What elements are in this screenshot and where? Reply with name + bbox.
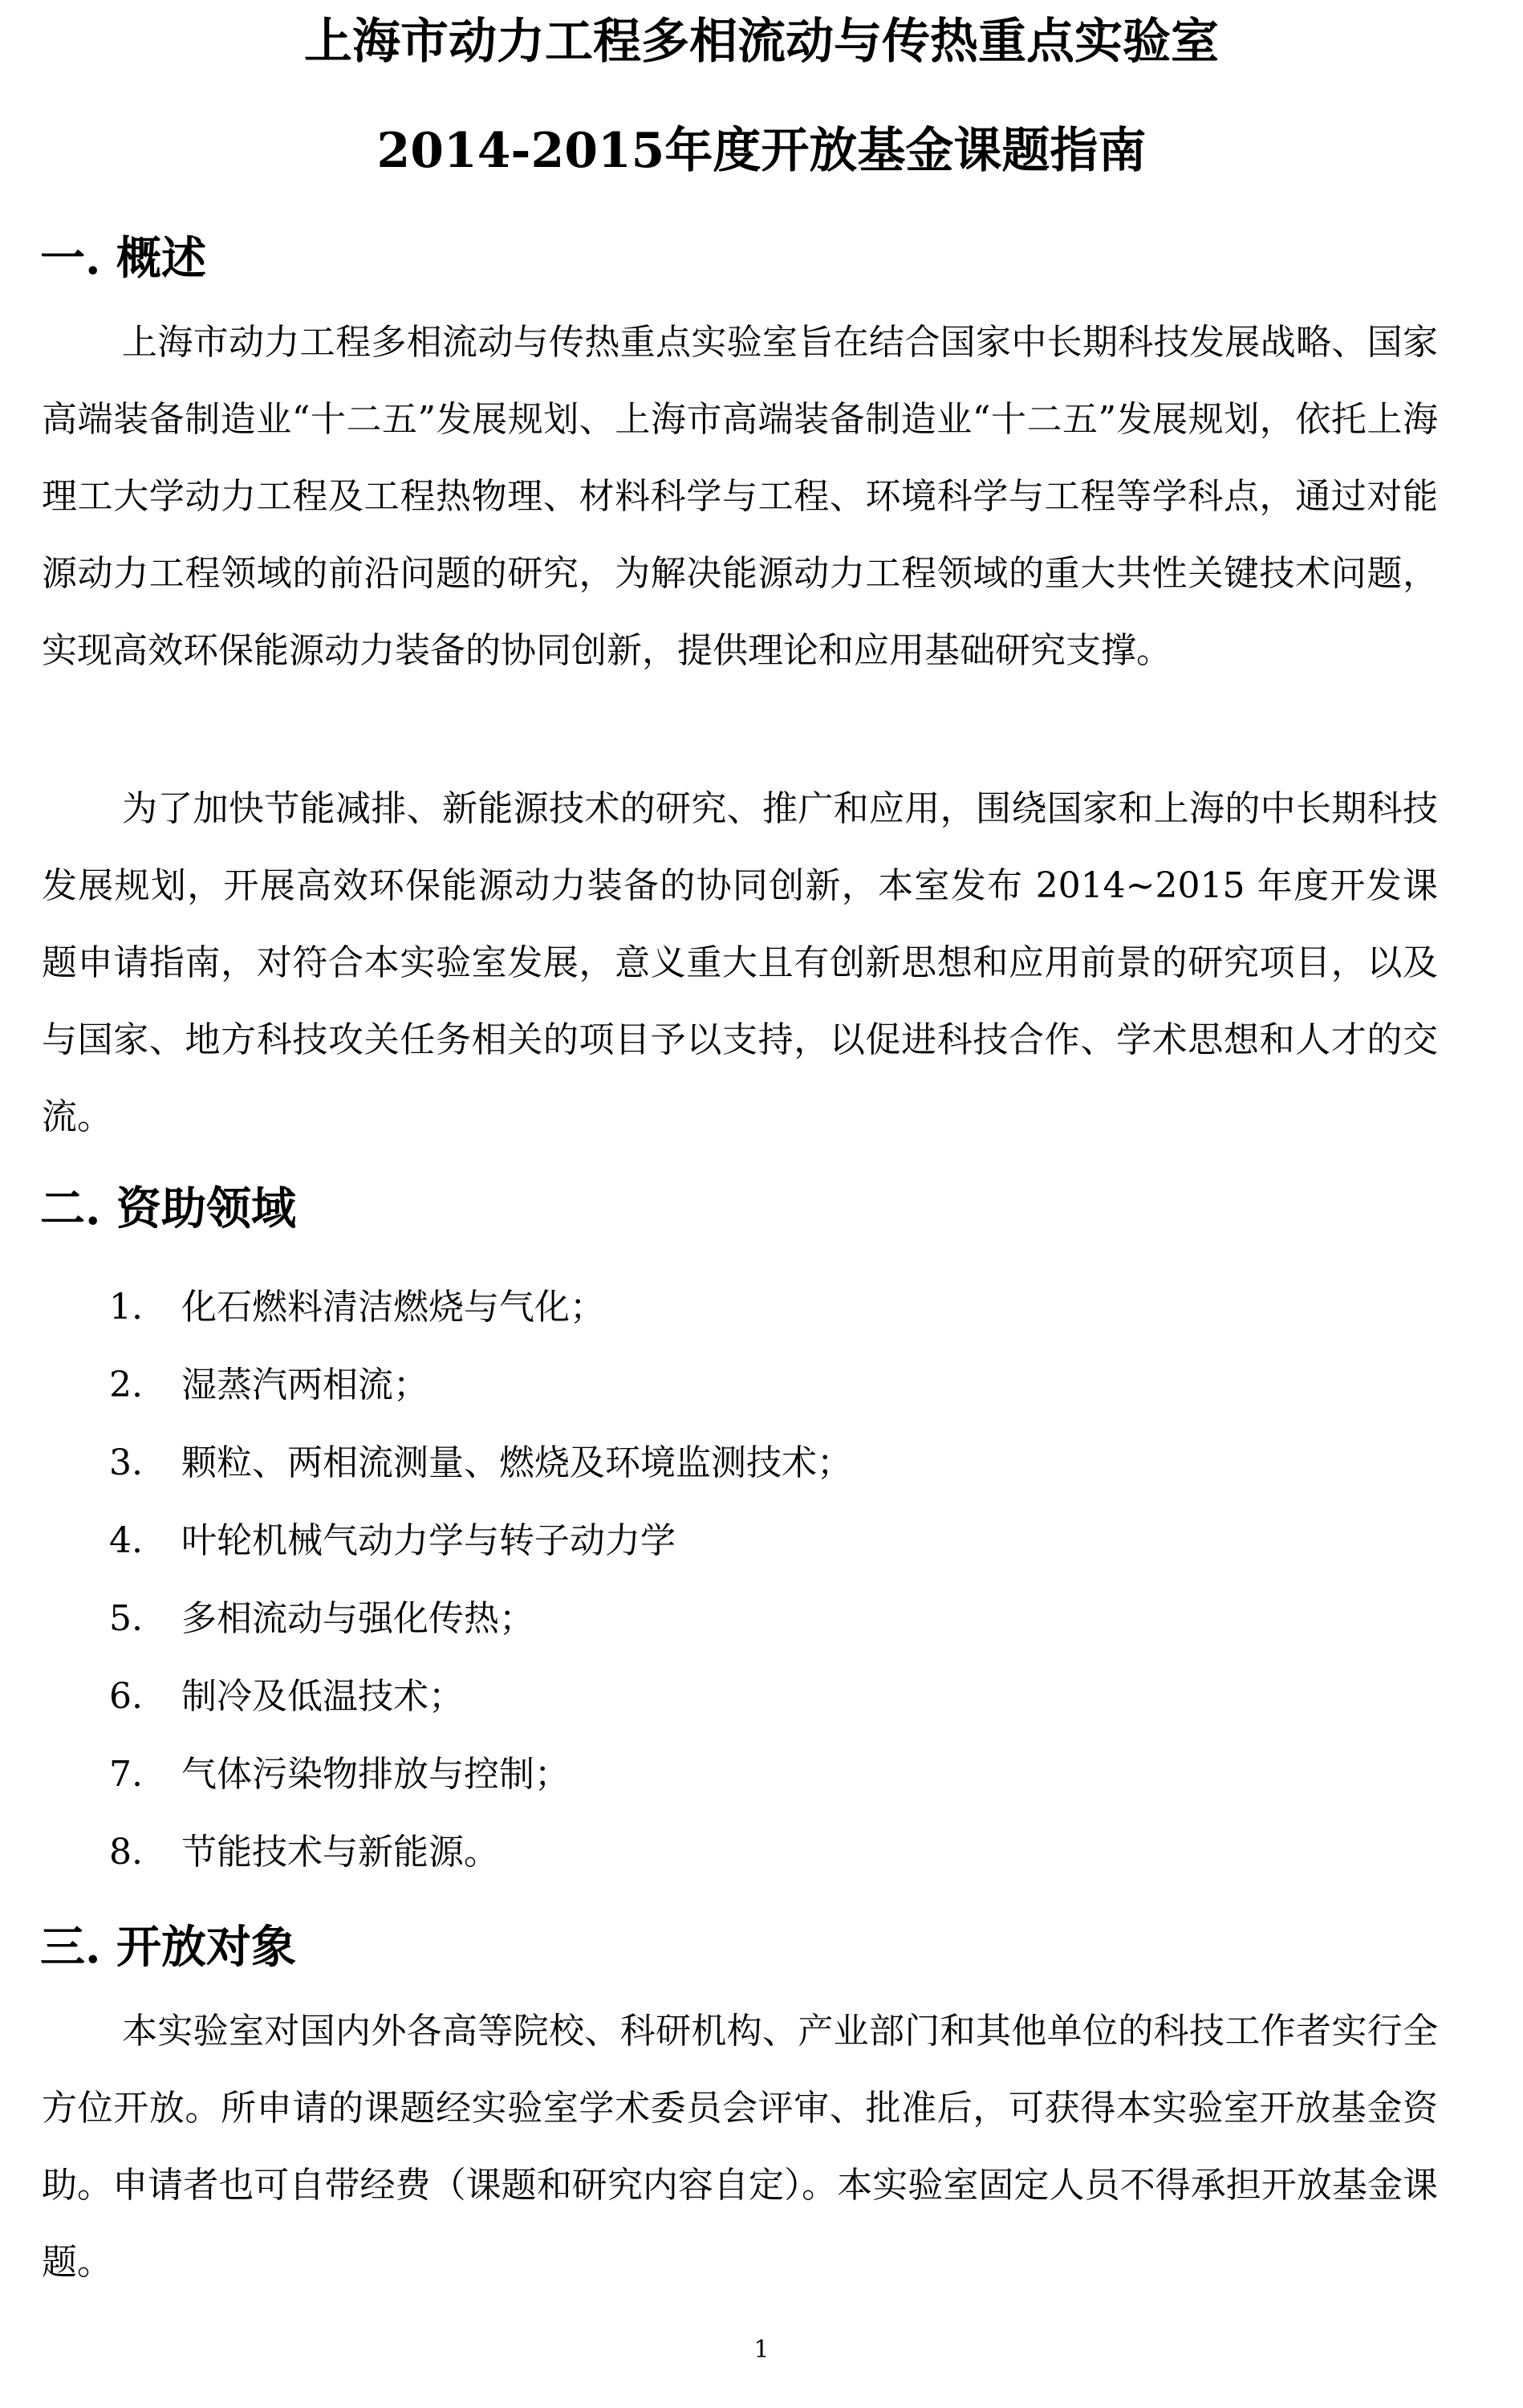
section-heading-eligible-applicants: 三. 开放对象 [40, 1921, 296, 1974]
list-item [0, 1268, 1523, 1346]
list-item-text: 颗粒、两相流测量、燃烧及环境监测技术； [181, 1442, 852, 1483]
list-item-text: 节能技术与新能源。 [181, 1832, 499, 1873]
document-title-line1: 上海市动力工程多相流动与传热重点实验室 [304, 14, 1219, 70]
overview-paragraph-2: 为了加快节能减排、新能源技术的研究、推广和应用，围绕国家和上海的中长期科技发展规划，开展高效环保能源动力装备的协同创新，本室发布 2014~2015 年度开发课题申请指南，对符合本实验室发展，意义重大且有创新思想和应用前景的研究项目，以及与国家、地方科技攻关任务相关的项目予以支持，以促进科技合作、学术思想和人才的交流。 [42, 788, 1438, 1137]
list-item-text: 多相流动与强化传热； [181, 1598, 534, 1639]
list-item-number: 8. [109, 1832, 143, 1873]
list-item [0, 1735, 1523, 1813]
funding-areas-list [0, 1268, 1523, 1891]
list-item [0, 1658, 1523, 1735]
list-item-number: 4. [109, 1520, 143, 1561]
list-item-number: 7. [109, 1754, 143, 1795]
list-item [0, 1424, 1523, 1502]
list-item [0, 1346, 1523, 1424]
list-item-number: 3. [109, 1442, 143, 1483]
section-heading-overview: 一. 概述 [40, 232, 206, 285]
list-item [0, 1502, 1523, 1580]
list-item-text: 气体污染物排放与控制； [181, 1754, 570, 1795]
list-item-text: 制冷及低温技术； [181, 1676, 464, 1717]
list-item-number: 2. [109, 1365, 143, 1405]
eligible-applicants-paragraph: 本实验室对国内外各高等院校、科研机构、产业部门和其他单位的科技工作者实行全方位开放。所申请的课题经实验室学术委员会评审、批准后，可获得本实验室开放基金资助。申请者也可自带经费（课题和研究内容自定）。本实验室固定人员不得承担开放基金课题。 [42, 2011, 1438, 2283]
page-number: 1 [753, 2336, 770, 2364]
overview-paragraph-1: 上海市动力工程多相流动与传热重点实验室旨在结合国家中长期科技发展战略、国家高端装备制造业“十二五”发展规划、上海市高端装备制造业“十二五”发展规划，依托上海理工大学动力工程及工程热物理、材料科学与工程、环境科学与工程等学科点，通过对能源动力工程领域的前沿问题的研究，为解决能源动力工程领域的重大共性关键技术问题，实现高效环保能源动力装备的协同创新，提供理论和应用基础研究支撑。 [42, 322, 1438, 671]
list-item-number: 6. [109, 1676, 143, 1717]
list-item [0, 1813, 1523, 1891]
list-item-text: 化石燃料清洁燃烧与气化； [181, 1287, 605, 1328]
list-item [0, 1580, 1523, 1658]
list-item-number: 5. [109, 1598, 143, 1639]
list-item-number: 1. [109, 1287, 143, 1328]
document-title-line2: 2014-2015年度开放基金课题指南 [376, 123, 1147, 179]
section-heading-funding-areas: 二. 资助领域 [40, 1182, 296, 1235]
list-item-text: 叶轮机械气动力学与转子动力学 [181, 1520, 676, 1561]
list-item-text: 湿蒸汽两相流； [181, 1365, 428, 1405]
